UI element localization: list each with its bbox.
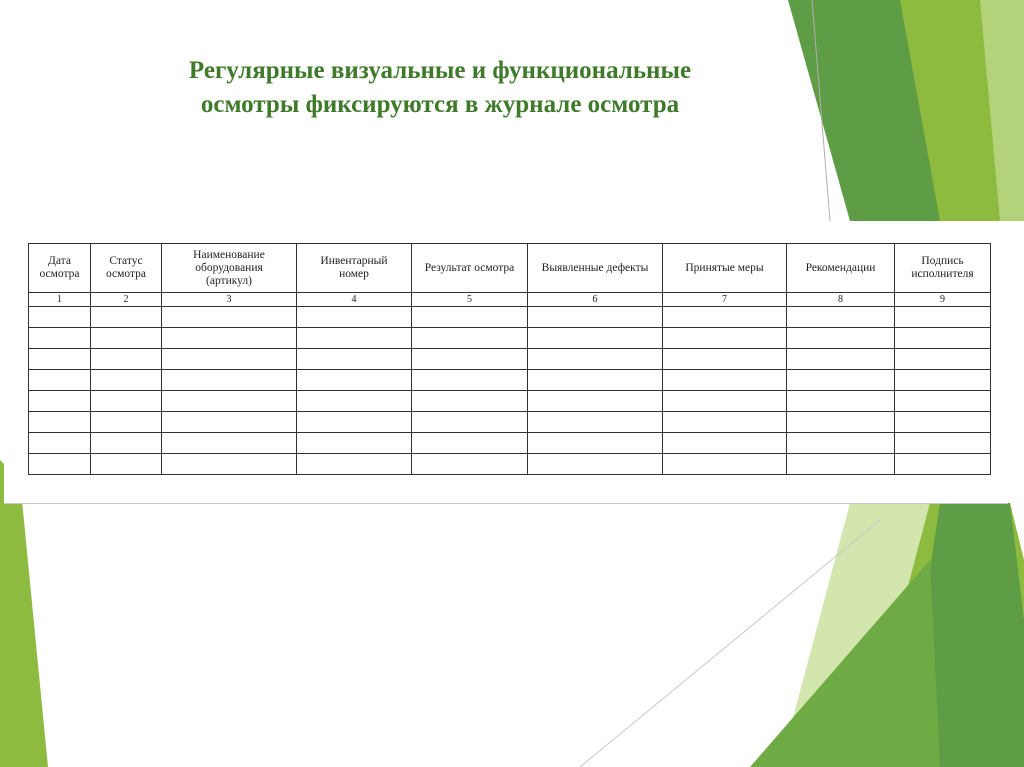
table-cell[interactable] — [297, 454, 412, 475]
table-body — [29, 293, 991, 475]
table-row — [29, 433, 991, 454]
table-cell[interactable] — [895, 433, 991, 454]
table-row — [29, 454, 991, 475]
table-row — [29, 370, 991, 391]
table-cell[interactable] — [162, 328, 297, 349]
table-cell[interactable] — [412, 454, 528, 475]
table-cell[interactable] — [895, 328, 991, 349]
column-number-cell: 1 — [29, 293, 91, 307]
column-header-text: Результат осмотра — [424, 261, 515, 274]
table-cell[interactable] — [162, 349, 297, 370]
table-cell[interactable] — [528, 412, 663, 433]
table-cell[interactable] — [528, 328, 663, 349]
table-cell[interactable] — [297, 370, 412, 391]
table-cell[interactable] — [91, 328, 162, 349]
column-header — [528, 244, 663, 293]
table-cell[interactable] — [91, 391, 162, 412]
table-cell[interactable] — [412, 328, 528, 349]
table-cell[interactable] — [787, 307, 895, 328]
table-cell[interactable] — [29, 433, 91, 454]
table-row — [29, 391, 991, 412]
table-cell[interactable] — [528, 454, 663, 475]
table-cell[interactable] — [412, 433, 528, 454]
table-cell[interactable] — [895, 349, 991, 370]
column-header — [412, 244, 528, 293]
column-number-cell: 4 — [297, 293, 412, 307]
column-number-cell: 3 — [162, 293, 297, 307]
table-cell[interactable] — [297, 391, 412, 412]
table-cell[interactable] — [29, 370, 91, 391]
slide-title-line-1: Регулярные визуальные и функциональные — [188, 57, 692, 84]
table-cell[interactable] — [528, 391, 663, 412]
table-cell[interactable] — [528, 349, 663, 370]
column-header-text: Инвентарный — [320, 255, 388, 267]
table-cell[interactable] — [162, 307, 297, 328]
table-cell[interactable] — [91, 307, 162, 328]
table-cell[interactable] — [412, 391, 528, 412]
table-cell[interactable] — [663, 454, 787, 475]
table-cell[interactable] — [663, 307, 787, 328]
column-header — [663, 244, 787, 293]
column-header-text: оборудования — [195, 261, 263, 274]
table-cell[interactable] — [895, 412, 991, 433]
column-header-text: исполнителя — [911, 268, 974, 280]
slide-title-line-2: осмотры фиксируются в журнале осмотра — [200, 91, 680, 118]
table-row — [29, 307, 991, 328]
table-cell[interactable] — [297, 307, 412, 328]
column-number-cell: 6 — [528, 293, 663, 307]
column-number-cell: 2 — [91, 293, 162, 307]
column-header-text: Дата — [48, 255, 71, 267]
column-header-text: Подпись — [921, 255, 964, 267]
table-cell[interactable] — [412, 412, 528, 433]
table-cell[interactable] — [91, 454, 162, 475]
column-number-row — [29, 293, 991, 307]
table-cell[interactable] — [895, 307, 991, 328]
column-number-cell: 8 — [787, 293, 895, 307]
table-cell[interactable] — [895, 454, 991, 475]
table-cell[interactable] — [787, 349, 895, 370]
table-cell[interactable] — [895, 370, 991, 391]
table-cell[interactable] — [663, 328, 787, 349]
table-cell[interactable] — [528, 307, 663, 328]
table-cell[interactable] — [787, 391, 895, 412]
table-cell[interactable] — [787, 328, 895, 349]
table-cell[interactable] — [162, 412, 297, 433]
column-header-text: номер — [339, 268, 369, 280]
table-cell[interactable] — [162, 433, 297, 454]
column-number-cell: 9 — [895, 293, 991, 307]
slide-title — [60, 54, 820, 122]
journal-panel — [4, 221, 1008, 504]
table-cell[interactable] — [29, 412, 91, 433]
column-header-text: Наименование — [193, 248, 265, 261]
table-cell[interactable] — [297, 412, 412, 433]
table-cell[interactable] — [29, 349, 91, 370]
table-cell[interactable] — [663, 433, 787, 454]
table-cell[interactable] — [29, 454, 91, 475]
table-cell[interactable] — [91, 412, 162, 433]
table-cell[interactable] — [663, 391, 787, 412]
table-cell[interactable] — [787, 454, 895, 475]
table-cell[interactable] — [895, 391, 991, 412]
table-header-row — [29, 244, 991, 293]
column-header — [297, 244, 412, 293]
column-header-text: осмотра — [105, 268, 147, 280]
table-cell[interactable] — [91, 433, 162, 454]
table-cell[interactable] — [297, 433, 412, 454]
table-cell[interactable] — [663, 370, 787, 391]
table-cell[interactable] — [91, 349, 162, 370]
table-cell[interactable] — [297, 328, 412, 349]
bg-shape-left-strip — [0, 460, 48, 767]
table-cell[interactable] — [297, 349, 412, 370]
table-cell[interactable] — [29, 307, 91, 328]
column-header — [29, 244, 91, 293]
column-header-text: (артикул) — [206, 274, 252, 287]
table-cell[interactable] — [91, 370, 162, 391]
column-header-text: Выявленные дефекты — [541, 261, 649, 274]
column-header-text: Принятые меры — [685, 261, 764, 274]
table-cell[interactable] — [787, 370, 895, 391]
table-cell[interactable] — [663, 412, 787, 433]
column-number-cell: 7 — [663, 293, 787, 307]
table-cell[interactable] — [412, 349, 528, 370]
table-cell[interactable] — [162, 370, 297, 391]
column-header — [895, 244, 991, 293]
table-cell[interactable] — [663, 349, 787, 370]
table-cell[interactable] — [29, 328, 91, 349]
table-row — [29, 349, 991, 370]
table-cell[interactable] — [412, 307, 528, 328]
table-cell[interactable] — [162, 391, 297, 412]
table-cell[interactable] — [787, 412, 895, 433]
column-header-text: Статус — [109, 255, 143, 267]
column-header — [91, 244, 162, 293]
table-cell[interactable] — [787, 433, 895, 454]
inspection-journal-table — [28, 243, 991, 475]
column-header-text: Рекомендации — [805, 261, 876, 274]
table-row — [29, 328, 991, 349]
table-cell[interactable] — [29, 391, 91, 412]
column-header-text: осмотра — [39, 268, 80, 280]
column-header — [787, 244, 895, 293]
table-cell[interactable] — [528, 433, 663, 454]
column-number-cell: 5 — [412, 293, 528, 307]
column-header — [162, 244, 297, 293]
table-cell[interactable] — [412, 370, 528, 391]
table-cell[interactable] — [528, 370, 663, 391]
table-cell[interactable] — [162, 454, 297, 475]
table-row — [29, 412, 991, 433]
